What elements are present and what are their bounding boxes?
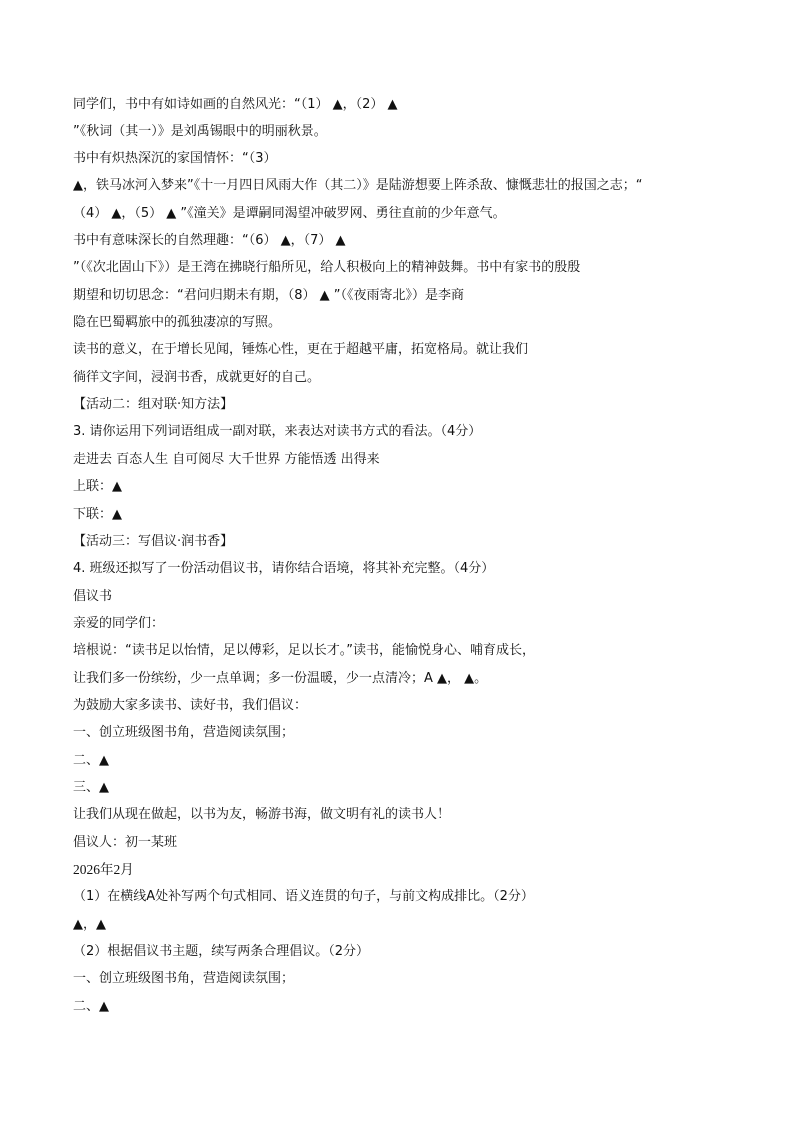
text-line: 同学们，书中有如诗如画的自然风光：“（1） ▲，（2） ▲ [73,97,398,112]
proposal-item: 二、▲ [73,999,109,1014]
text-line: 为鼓励大家多读书、读好书，我们倡议： [73,698,308,713]
proposal-item: 一、创立班级图书角，营造阅读氛围； [73,725,295,740]
text-line: ”（《次北固山下》）是王湾在拂晓行船所见，给人积极向上的精神鼓舞。书中有家书的殷殷 [73,260,581,275]
question-4: 4. 班级还拟写了一份活动倡议书，请你结合语境，将其补充完整。（4分） [73,561,495,576]
text-line: 读书的意义，在于增长见闻，锤炼心性，更在于超越平庸，拓宽格局。就让我们 [73,342,529,357]
text-line: 让我们从现在做起，以书为友，畅游书海，做文明有礼的读书人！ [73,807,451,822]
upper-couplet: 上联：▲ [73,479,122,494]
text-line: 让我们多一份缤纷，少一点单调；多一份温暖，少一点清冷；A ▲， ▲。 [73,671,488,686]
text-line: 书中有意味深长的自然理趣：“（6） ▲，（7） ▲ [73,233,346,248]
text-line: ”《秋词（其一）》是刘禹锡眼中的明丽秋景。 [73,124,327,139]
proposal-item: 二、▲ [73,753,109,768]
proposal-title: 倡议书 [73,589,113,604]
sub-question-2: （2）根据倡议书主题，续写两条合理倡议。（2分） [73,944,370,959]
proposal-item: 三、▲ [73,780,109,795]
text-line: 隐在巴蜀羁旅中的孤独凄凉的写照。 [73,315,282,330]
question-3: 3. 请你运用下列词语组成一副对联，来表达对读书方式的看法。（4分） [73,424,482,439]
salutation: 亲爱的同学们： [73,616,165,631]
lower-couplet: 下联：▲ [73,507,122,522]
answer-blank: ▲，▲ [73,917,106,932]
text-line: ▲，铁马冰河入梦来”《十一月四日风雨大作（其二）》是陆游想要上阵杀敌、慷慨悲壮的报国之志；“ [73,178,643,193]
text-line: 徜徉文字间，浸润书香，成就更好的自己。 [73,370,321,385]
text-line: 期望和切切思念：“君问归期未有期，（8） ▲ ”（《夜雨寄北》）是李商 [73,288,465,303]
text-line: （4） ▲，（5） ▲ ”《潼关》是谭嗣同渴望冲破罗网、勇往直前的少年意气。 [73,206,506,221]
section-heading: 【活动二：组对联·知方法】 [73,397,234,412]
text-line: 培根说：“读书足以怡情，足以傅彩，足以长才。”读书，能愉悦身心、哺育成长， [73,643,535,658]
sub-question-1: （1）在横线A处补写两个句式相同、语义连贯的句子，与前文构成排比。（2分） [73,889,534,904]
text-line: 书中有炽热深沉的家国情怀：“（3） [73,151,277,166]
signature: 倡议人：初一某班 [73,835,178,850]
word-list: 走进去 百态人生 自可阅尽 大千世界 方能悟透 出得来 [73,452,380,467]
section-heading: 【活动三：写倡议·润书香】 [73,534,234,549]
proposal-item: 一、创立班级图书角，营造阅读氛围； [73,971,295,986]
date: 2026年2月 [73,862,134,877]
